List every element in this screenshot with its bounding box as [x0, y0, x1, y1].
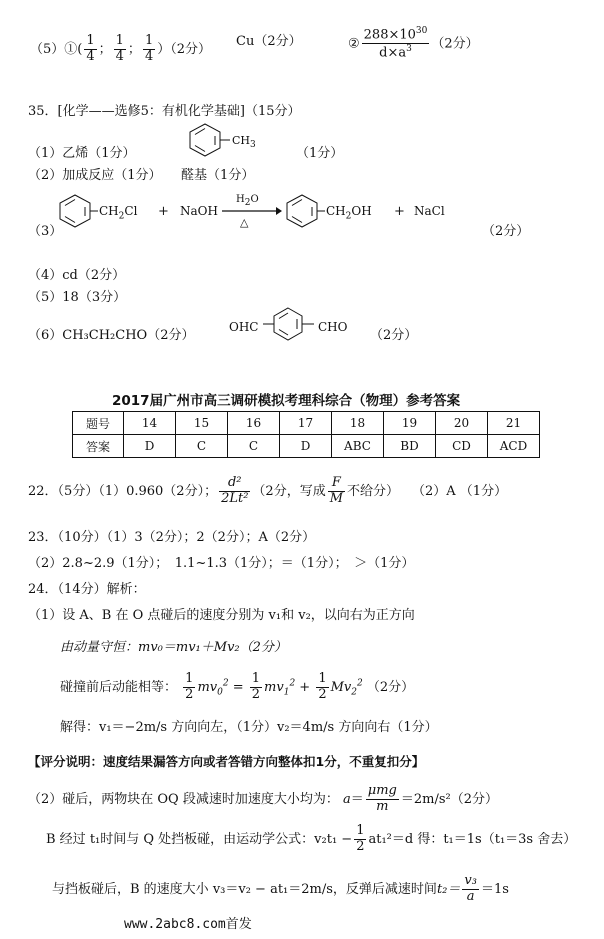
ch3-label: $CH_3$ — [232, 134, 256, 151]
q24-line1: （1）设 A、B 在 O 点碰后的速度分别为 v₁和 v₂，以向右为正方向 — [28, 608, 415, 623]
table-cell: BD — [384, 435, 436, 458]
q22-fm-fraction: $\frac{F}{M}$ — [329, 475, 344, 506]
q24-head: 24．（14分）解析： — [28, 582, 146, 597]
q24-momentum: 由动量守恒：mv₀＝mv₁＋Mv₂（2分） — [60, 640, 287, 655]
frac-1-4-c: $\frac{1}{4}$ — [144, 33, 154, 64]
q35-line2: （2）加成反应（1分） 醛基（1分） — [28, 168, 255, 183]
q35-line3-score: （2分） — [482, 224, 530, 239]
table-ans-label: 答案 — [73, 435, 124, 458]
t2-fraction: $\frac{\text{v₃}}{a}$ — [464, 873, 477, 904]
accel-fraction: $\frac{\text{μmg}}{m}$ — [367, 783, 397, 814]
q35-line1: （1）乙烯（1分） — [28, 146, 136, 161]
h2o-label: $H_2O$ — [236, 194, 259, 208]
frac-1-4-a: $\frac{1}{4}$ — [86, 33, 95, 64]
naoh-label: NaOH — [180, 204, 218, 218]
q35-line1-score: （1分） — [296, 146, 344, 161]
table-cell: 15 — [176, 412, 228, 435]
ch2cl-label: $CH_2Cl$ — [99, 204, 138, 222]
table-cell: 18 — [332, 412, 384, 435]
table-cell: 14 — [124, 412, 176, 435]
q22-fraction: $\frac{\text{d²}}{\text{2Lt²}}$ — [221, 475, 249, 506]
q24-solution: 解得：v₁＝−2m/s 方向向左，（1分）v₂＝4m/s 方向向右（1分） — [60, 720, 438, 735]
table-cell: 20 — [436, 412, 488, 435]
q35-line6-score: （2分） — [370, 328, 418, 343]
table-cell: 16 — [228, 412, 280, 435]
frac-1-4-b: $\frac{1}{4}$ — [115, 33, 124, 64]
table-cell: D — [124, 435, 176, 458]
physics-title: 2017届广州市高三调研模拟考理科综合（物理）参考答案 — [112, 393, 461, 409]
cho-label: CHO — [318, 320, 348, 334]
table-cell: ACD — [488, 435, 540, 458]
table-row-numbers — [73, 412, 540, 435]
footer-watermark: www.2abc8.com首发 — [124, 917, 252, 932]
plus-sign-2: + — [394, 204, 405, 219]
q23-line2: （2）2.8~2.9（1分）； 1.1~1.3（1分）；＝（1分）； ＞（1分） — [28, 556, 415, 571]
chem-q5-cu: Cu（2分） — [236, 34, 302, 49]
plus-sign-1: + — [158, 204, 169, 219]
q35-title: 35．[化学——选修5：有机化学基础]（15分） — [28, 104, 301, 119]
table-cell: C — [228, 435, 280, 458]
q24-part2: （2）碰后，两物块在 OQ 段减速时加速度大小均为： a＝ $\frac{\text{μmg}}{m}$ ＝2m/s²（2分） — [28, 783, 499, 814]
reaction-arrow — [222, 206, 282, 216]
q22-line: 22．（5分）（1）0.960（2分）； $\frac{\text{d²}}{\text{2Lt²}}$ （2分，写成 $\frac{F}{M}$ 不给分） （2）A （1分） — [28, 475, 508, 506]
benzyl-chloride-ring — [60, 193, 100, 233]
scoring-note: 【评分说明：速度结果漏答方向或者答错方向整体扣1分，不重复扣分】 — [28, 754, 425, 769]
q35-line3-label: （3） — [28, 224, 63, 239]
q23-line1: 23．（10分）（1）3（2分）；2（2分）；A（2分） — [28, 530, 316, 545]
table-cell: 17 — [280, 412, 332, 435]
q35-line5: （5）18（3分） — [28, 290, 127, 305]
ch2oh-label: $CH_2OH$ — [326, 204, 372, 222]
table-head-label: 题号 — [73, 412, 124, 435]
table-row-answers — [73, 435, 540, 458]
table-cell: CD — [436, 435, 488, 458]
chem-q5-line: （5）①( $\frac{1}{4}$ ； $\frac{1}{4}$ ； $\frac{1}{4}$ ）（2分） — [30, 33, 211, 64]
table-cell: ABC — [332, 435, 384, 458]
table-cell: 19 — [384, 412, 436, 435]
density-fraction: $\frac{288\times 10^{30}}{d\times a^3}$ — [363, 26, 428, 61]
terephthalaldehyde-ring — [258, 304, 320, 348]
ohc-label: OHC — [229, 320, 259, 334]
q24-energy: 碰撞前后动能相等： $\frac{1}{2}$ $mv_0^2$ = $\frac{1}{2}$ $mv_1^2$ + $\frac{1}{2}$ $Mv_2^2$ （2分） — [60, 671, 415, 702]
q35-line4: （4）cd（2分） — [28, 268, 126, 283]
q24-part4: 与挡板碰后，B 的速度大小 v₃＝v₂ − at₁＝2m/s，反弹后减速时间t₂＝ $\frac{\text{v₃}}{a}$ ＝1s — [52, 873, 509, 904]
q35-line6: （6）CH₃CH₂CHO（2分） — [28, 328, 195, 343]
heat-symbol: △ — [240, 216, 249, 229]
table-cell: 21 — [488, 412, 540, 435]
benzyl-alcohol-ring — [287, 193, 327, 233]
nacl-label: NaCl — [414, 204, 445, 218]
q24-part3: B 经过 t₁时间与 Q 处挡板碰，由运动学公式：v₂t₁ − $\frac{1}{2}$ at₁²＝d 得：t₁＝1s（t₁＝3s 舍去） — [46, 823, 577, 854]
chem-q5-density: ② $\frac{288\times 10^{30}}{d\times a^3}$ （2分） — [348, 26, 479, 61]
table-cell: C — [176, 435, 228, 458]
table-cell: D — [280, 435, 332, 458]
answer-table — [72, 411, 540, 458]
